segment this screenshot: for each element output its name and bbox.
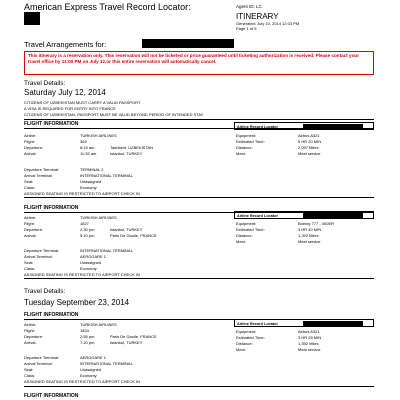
class-label: Class: — [24, 373, 36, 378]
departure-place: Istanbul, TURKEY — [110, 227, 143, 232]
departure-time: 8:15 am — [80, 145, 95, 150]
generated-date: Generated: July 10, 2014 12:03 PM — [236, 21, 300, 26]
seat-label: Seat: — [24, 367, 34, 372]
assigned-seating-note: ASSIGNED SEATING IS RESTRICTED TO AIRPORT CHECK IN — [24, 191, 140, 196]
divider — [24, 197, 374, 198]
departure-terminal-label: Departure Terminal: — [24, 248, 60, 253]
departure-terminal-label: Departure Terminal: — [24, 355, 60, 360]
travel-date: Saturday July 12, 2014 — [24, 88, 106, 97]
meal-value: Meal service — [298, 347, 321, 352]
equipment-value: Airbus A321 — [298, 133, 320, 138]
distance-label: Distance: — [236, 341, 253, 346]
redacted-record-locator — [303, 321, 363, 327]
distance-value: 1,392 Miles — [298, 341, 319, 346]
meal-label: Meal: — [236, 151, 246, 156]
arrival-terminal-value: INTERNATIONAL TERMINAL — [80, 173, 133, 178]
arrival-time: 7:20 pm — [80, 340, 95, 345]
equipment-label: Equipment: — [236, 221, 257, 226]
departure-time: 2:30 pm — [80, 227, 95, 232]
flight-information-header: FLIGHT INFORMATION — [24, 393, 79, 399]
arrival-place: Istanbul, TURKEY — [110, 340, 143, 345]
divider — [24, 119, 374, 120]
redacted-traveler-name — [142, 39, 234, 48]
class-label: Class: — [24, 185, 36, 190]
airline-label: Airline: — [24, 133, 37, 138]
distance-label: Distance: — [236, 233, 253, 238]
redacted-locator — [24, 12, 40, 25]
agent-id: Agent ID: LC — [236, 4, 262, 9]
travel-details-label: Travel Details: — [24, 80, 66, 87]
meal-value: Meal service — [298, 151, 321, 156]
document-title: ITINERARY — [236, 12, 279, 21]
distance-label: Distance: — [236, 145, 253, 150]
airline-value: TURKISH AIRLINES — [80, 322, 117, 327]
travel-date: Tuesday September 23, 2014 — [24, 298, 130, 307]
citizen-note: A VISA IS REQUIRED FOR ENTRY INTO FRANCE — [24, 106, 116, 111]
citizen-note: CITIZENS OF UZBEKISTAN MUST CARRY A VALID PASSPORT — [24, 100, 141, 105]
departure-terminal-label: Departure Terminal: — [24, 167, 60, 172]
flight-information-header: FLIGHT INFORMATION — [24, 205, 79, 211]
flight-information-header: FLIGHT INFORMATION — [24, 121, 79, 127]
estimated-time-value: 3 HR 40 MIN — [298, 227, 322, 232]
redacted-record-locator — [303, 213, 363, 219]
flight-label: Flight: — [24, 221, 35, 226]
class-value: Economy — [80, 185, 97, 190]
seat-value: Unassigned — [80, 367, 102, 372]
meal-label: Meal: — [236, 239, 246, 244]
class-value: Economy — [80, 373, 97, 378]
page-info: Page 1 of 5 — [236, 26, 257, 31]
arrival-place: Paris De Gaulle, FRANCE — [110, 233, 157, 238]
arrival-time: 5:10 pm — [80, 233, 95, 238]
airline-record-locator-box — [234, 319, 374, 327]
estimated-time-label: Estimated Time: — [236, 139, 265, 144]
redacted-record-locator — [303, 124, 363, 130]
seat-label: Seat: — [24, 260, 34, 265]
seat-label: Seat: — [24, 179, 34, 184]
travel-details-label: Travel Details: — [24, 288, 66, 295]
reservation-notice: This itinerary is a reservation only. This reservation will not be ticketed or price guaranteed until ticketing authorization is received. Please contact your travel office by 11:00 PM on July 12,or this entire reservation will automatically cancel. — [24, 51, 374, 75]
citizen-note: CITIZENS OF UZBEKISTAN- PASSPORT MUST BE VALID BEYOND PERIOD OF INTENDED STAY — [24, 112, 204, 117]
arrival-place: Istanbul, TURKEY — [110, 151, 143, 156]
flight-information-header: FLIGHT INFORMATION — [24, 312, 79, 318]
distance-value: 1,392 Miles — [298, 233, 319, 238]
seat-value: Unassigned — [80, 179, 102, 184]
airline-record-locator-box — [234, 122, 374, 130]
arrival-terminal-label: Arrival Terminal: — [24, 254, 53, 259]
airline-value: TURKISH AIRLINES — [80, 133, 117, 138]
airline-value: TURKISH AIRLINES — [80, 215, 117, 220]
airline-record-locator-label: Airline Record Locator — [237, 124, 278, 129]
class-value: Economy — [80, 266, 97, 271]
departure-label: Departure: — [24, 334, 43, 339]
equipment-label: Equipment: — [236, 133, 257, 138]
flight-label: Flight: — [24, 328, 35, 333]
equipment-value: Boeing 777 - 300ER — [298, 221, 335, 226]
meal-value: Meal service — [298, 239, 321, 244]
estimated-time-label: Estimated Time: — [236, 227, 265, 232]
departure-label: Departure: — [24, 145, 43, 150]
travel-record-locator-label: American Express Travel Record Locator: — [24, 2, 191, 12]
assigned-seating-note: ASSIGNED SEATING IS RESTRICTED TO AIRPORT CHECK IN — [24, 272, 140, 277]
arrival-terminal-value: AEROGARE 1 — [80, 254, 107, 259]
departure-place: Paris De Gaulle, FRANCE — [110, 334, 157, 339]
departure-time: 2:55 pm — [80, 334, 95, 339]
airline-label: Airline: — [24, 215, 37, 220]
departure-terminal-value: INTERNATIONAL TERMINAL — [80, 248, 133, 253]
meal-label: Meal: — [236, 347, 246, 352]
arrival-time: 11:35 am — [80, 151, 97, 156]
estimated-time-label: Estimated Time: — [236, 335, 265, 340]
arrival-label: Arrival: — [24, 151, 37, 156]
distance-value: 2,097 Miles — [298, 145, 319, 150]
estimated-time-value: 5 HR 20 MIN — [298, 139, 322, 144]
flight-value: 1827 — [80, 221, 89, 226]
flight-label: Flight: — [24, 139, 35, 144]
departure-terminal-value: AEROGARE 1 — [80, 355, 107, 360]
departure-terminal-value: TERMINAL 2 — [80, 167, 104, 172]
seat-value: Unassigned — [80, 260, 102, 265]
class-label: Class: — [24, 266, 36, 271]
departure-place: Tashkent, UZBEKISTAN — [110, 145, 154, 150]
arrival-terminal-label: Arrival Terminal: — [24, 173, 53, 178]
airline-record-locator-label: Airline Record Locator — [237, 213, 278, 218]
airline-record-locator-box — [234, 211, 374, 219]
departure-label: Departure: — [24, 227, 43, 232]
airline-record-locator-label: Airline Record Locator — [237, 321, 278, 326]
equipment-value: Airbus A321 — [298, 329, 320, 334]
divider — [24, 278, 374, 279]
divider — [24, 386, 374, 387]
arrival-label: Arrival: — [24, 340, 37, 345]
flight-value: 1824 — [80, 328, 89, 333]
arrival-label: Arrival: — [24, 233, 37, 238]
flight-value: 369 — [80, 139, 87, 144]
arrival-terminal-value: INTERNATIONAL TERMINAL — [80, 361, 133, 366]
assigned-seating-note: ASSIGNED SEATING IS RESTRICTED TO AIRPORT CHECK IN — [24, 379, 140, 384]
estimated-time-value: 3 HR 25 MIN — [298, 335, 322, 340]
travel-arrangements-label: Travel Arrangements for: — [24, 40, 107, 49]
arrival-terminal-label: Arrival Terminal: — [24, 361, 53, 366]
equipment-label: Equipment: — [236, 329, 257, 334]
airline-label: Airline: — [24, 322, 37, 327]
